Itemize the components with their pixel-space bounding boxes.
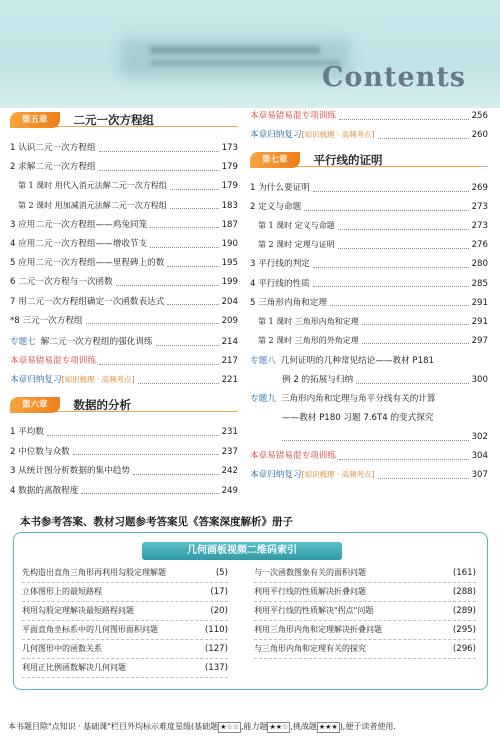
footer-text: 本书题目除"点知识 · 基础课"栏目外均标示难度星级(基础题 xyxy=(8,722,219,731)
qr-index-entry[interactable] xyxy=(22,565,228,581)
leader-dots xyxy=(99,170,219,171)
toc-entry[interactable] xyxy=(250,316,488,328)
entry-title: 5 应用二元一次方程组——里程碑上的数 xyxy=(10,258,165,269)
chapter-badge: 第六章 xyxy=(10,397,60,413)
page-number: 285 xyxy=(471,278,488,289)
right-column xyxy=(250,108,488,508)
leader-dots xyxy=(362,343,469,344)
leader-dots xyxy=(86,323,219,324)
entry-title: 1 认识二元一次方程组 xyxy=(10,143,96,153)
entry-title: 第 2 课时 三角形的外角定理 xyxy=(258,335,359,345)
entry-title: 3 应用二元一次方程组——鸡兔同笼 xyxy=(10,219,148,230)
review-tag: [知识梳理 · 高频考点] xyxy=(301,130,375,139)
page-number: 304 xyxy=(471,451,488,461)
leader-dots xyxy=(170,189,219,190)
review-item[interactable] xyxy=(10,355,238,367)
leader-dots xyxy=(313,191,469,192)
entry-title: 7 用二元一次方程组确定一次函数表达式 xyxy=(10,296,165,307)
toc-entry[interactable] xyxy=(250,220,488,232)
footer-note xyxy=(8,721,396,733)
leader-dots xyxy=(167,266,218,267)
toc-entry[interactable] xyxy=(10,238,238,250)
page-number: 300 xyxy=(471,375,488,385)
qr-entry-page: (295) xyxy=(452,625,476,635)
qr-separator xyxy=(254,582,476,583)
entry-title: 第 1 课时 用代入消元法解二元一次方程组 xyxy=(18,181,167,191)
qr-entry-title: 利用三角形内角和定理解决折叠问题 xyxy=(254,625,382,634)
topic-label: 专题八 xyxy=(250,356,276,366)
qr-entry-title: 与三角形内角和定理有关的探究 xyxy=(254,644,366,653)
page-number: 214 xyxy=(221,337,238,347)
qr-separator xyxy=(254,620,476,621)
toc-entry[interactable] xyxy=(10,180,238,192)
review-label: 本章易错易混专项训练 xyxy=(250,111,336,121)
leader-dots xyxy=(338,248,469,249)
chapter-5-heading[interactable] xyxy=(10,111,154,129)
page-number: 179 xyxy=(221,162,238,173)
leader-dots xyxy=(362,324,469,325)
answers-note: 本书参考答案、教材习题参考答案见《答案深度解析》册子 xyxy=(20,516,293,528)
entry-title: *8 三元一次方程组 xyxy=(10,315,83,326)
qr-separator xyxy=(22,658,228,659)
leader-dots xyxy=(304,210,468,211)
page-number: 256 xyxy=(471,111,488,121)
entry-title: 3 平行线的判定 xyxy=(250,259,310,270)
topic-text: ——教材 P180 习题 7.6T4 的变式探究 xyxy=(282,413,434,423)
qr-entry-title: 利用正比例函数解决几何问题 xyxy=(22,663,126,672)
review-label: 本章归纳复习 xyxy=(10,375,62,385)
chapter-badge: 第七章 xyxy=(250,152,300,168)
page-number: 199 xyxy=(221,277,238,288)
entry-title: 第 1 课时 定义与命题 xyxy=(258,221,335,231)
toc-entry[interactable] xyxy=(250,258,488,270)
page-number: 291 xyxy=(471,297,488,308)
review-tag: [知识梳理 · 高频考点] xyxy=(301,470,375,479)
toc-entry[interactable] xyxy=(10,257,238,269)
topic-8[interactable] xyxy=(250,355,488,367)
qr-separator xyxy=(254,639,476,640)
page-number: 231 xyxy=(221,427,238,437)
topic-label: 专题七 xyxy=(10,337,36,347)
review-label: 本章易错易混专项训练 xyxy=(250,451,336,461)
leader-dots xyxy=(47,435,219,436)
leader-dots xyxy=(73,454,219,455)
star-rating-basic: ★☆☆ xyxy=(220,723,239,731)
page-number: 307 xyxy=(471,470,488,480)
footer-text: ),便于读者使用. xyxy=(339,722,396,731)
page-number: 195 xyxy=(221,258,238,269)
leader-dots xyxy=(313,286,469,287)
topic-9[interactable] xyxy=(250,393,488,405)
topic-text: 几何证明的几种常见结论——教材 P181 xyxy=(280,356,435,366)
page-number: 249 xyxy=(221,485,238,496)
leader-dots xyxy=(167,304,218,305)
topic-9-cont[interactable] xyxy=(282,412,488,424)
toc-entry[interactable] xyxy=(10,200,238,212)
toc-entry[interactable] xyxy=(10,219,238,231)
review-item[interactable] xyxy=(250,450,488,462)
entry-title: 5 三角形内角和定理 xyxy=(250,297,327,308)
qr-entry-page: (20) xyxy=(210,606,228,616)
qr-separator xyxy=(22,677,228,678)
topic-7[interactable] xyxy=(10,336,238,348)
page-number: 291 xyxy=(471,316,488,327)
page-number: 302 xyxy=(471,432,488,442)
entry-title: 第 2 课时 用加减消元法解二元一次方程组 xyxy=(18,200,167,210)
leader-dots xyxy=(338,229,469,230)
star-rating-challenge: ★★★ xyxy=(318,723,338,731)
footer-text: ,能力题 xyxy=(240,722,268,731)
banner-blur-line xyxy=(150,46,320,54)
review-label: 本章归纳复习 xyxy=(250,130,302,140)
toc-entry[interactable] xyxy=(10,426,238,438)
review-item[interactable] xyxy=(10,374,238,386)
chapter-title: 平行线的证明 xyxy=(313,153,383,167)
topic-8-cont[interactable] xyxy=(282,374,488,386)
review-label: 本章归纳复习 xyxy=(250,470,302,480)
qr-index-entry[interactable] xyxy=(254,641,476,657)
page-number: 179 xyxy=(221,181,238,192)
entry-title: 第 1 课时 三角形内角和定理 xyxy=(258,316,359,326)
qr-index-box xyxy=(13,532,488,690)
qr-index-entry[interactable] xyxy=(254,622,476,638)
page-number: 237 xyxy=(221,446,238,457)
qr-entry-page: (289) xyxy=(452,606,476,616)
qr-index-entry[interactable] xyxy=(22,622,228,638)
toc-entry[interactable] xyxy=(10,446,238,458)
toc-entry[interactable] xyxy=(10,276,238,288)
footer-text: ,挑战题 xyxy=(290,722,317,731)
banner-blur-line xyxy=(150,60,340,66)
entry-title: 2 定义与命题 xyxy=(250,202,302,213)
qr-entry-title: 几何图形中的函数关系 xyxy=(22,644,102,653)
page-title: Contents xyxy=(321,62,466,93)
toc-entry[interactable] xyxy=(250,278,488,290)
qr-separator xyxy=(22,582,228,583)
page-number: 173 xyxy=(221,143,238,153)
entry-title: 6 二元一次方程与一次函数 xyxy=(10,277,113,288)
page-number: 297 xyxy=(471,335,488,346)
leader-dots xyxy=(99,151,219,152)
qr-index-entry[interactable] xyxy=(22,584,228,600)
topic-text: 解二元一次方程组的强化训练 xyxy=(40,337,153,347)
page-number: 276 xyxy=(471,240,488,251)
qr-entry-page: (17) xyxy=(210,587,228,597)
entry-title: 3 从统计图分析数据的集中趋势 xyxy=(10,466,130,476)
leader-dots xyxy=(170,208,219,209)
leader-dots xyxy=(330,305,469,306)
toc-entry[interactable] xyxy=(250,297,488,309)
qr-separator xyxy=(22,639,228,640)
qr-separator xyxy=(254,658,476,659)
qr-index-entry[interactable] xyxy=(254,603,476,619)
leader-dots xyxy=(116,285,219,286)
qr-entry-page: (161) xyxy=(452,568,476,578)
toc-entry[interactable] xyxy=(10,315,238,327)
page-number: 273 xyxy=(471,202,488,213)
entry-title: 4 应用二元一次方程组——增收节支 xyxy=(10,239,148,249)
qr-index-heading: 几何画板视频二维码索引 xyxy=(142,542,342,560)
qr-index-entry[interactable] xyxy=(254,565,476,581)
qr-separator xyxy=(22,601,228,602)
star-rating-ability: ★★☆ xyxy=(269,723,289,731)
page-number: 242 xyxy=(221,466,238,476)
toc-entry[interactable] xyxy=(250,201,488,213)
page-number: 217 xyxy=(221,356,238,366)
banner-blur xyxy=(120,38,350,78)
page-number: 269 xyxy=(471,183,488,193)
qr-index-entry[interactable] xyxy=(22,641,228,657)
chapter-title: 二元一次方程组 xyxy=(73,113,155,127)
page-number: 183 xyxy=(221,200,238,211)
page-number: 204 xyxy=(221,296,238,307)
page-number: 187 xyxy=(221,219,238,230)
page-number: 190 xyxy=(221,239,238,249)
qr-entry-page: (127) xyxy=(204,644,228,654)
qr-entry-page: (137) xyxy=(204,663,228,673)
chapter-7-heading[interactable] xyxy=(250,151,383,169)
qr-entry-title: 与一次函数图象有关的面积问题 xyxy=(254,568,366,577)
qr-entry-page: (288) xyxy=(452,587,476,597)
entry-title: 2 中位数与众数 xyxy=(10,446,70,457)
qr-entry-page: (110) xyxy=(204,625,228,635)
qr-entry-title: 立体图形上的最短路程 xyxy=(22,587,102,596)
topic-label: 专题九 xyxy=(250,394,276,404)
toc-entry[interactable] xyxy=(10,465,238,477)
leader-dots xyxy=(133,474,219,475)
toc-entry[interactable] xyxy=(10,296,238,308)
qr-entry-title: 利用勾股定理解决最短路程问题 xyxy=(22,606,134,615)
qr-entry-page: (5) xyxy=(215,568,228,578)
qr-entry-page: (296) xyxy=(452,644,476,654)
qr-entry-title: 利用平行线的性质解决"拐点"问题 xyxy=(254,606,374,615)
page-number: 273 xyxy=(471,221,488,232)
entry-title: 1 为什么要证明 xyxy=(250,183,310,193)
toc-entry[interactable] xyxy=(250,335,488,347)
toc-entry[interactable] xyxy=(10,161,238,173)
review-tag: [知识梳理 · 高频考点] xyxy=(61,375,135,384)
chapter-6-heading[interactable] xyxy=(10,396,131,414)
review-item[interactable] xyxy=(250,129,488,141)
qr-index-entry[interactable] xyxy=(254,584,476,600)
page-number: 221 xyxy=(221,375,238,385)
qr-separator xyxy=(254,601,476,602)
leader-dots xyxy=(150,227,218,228)
toc-entry[interactable] xyxy=(250,239,488,251)
entry-title: 第 2 课时 定理与证明 xyxy=(258,240,335,250)
page-number: 260 xyxy=(471,130,488,140)
leader-dots xyxy=(313,267,469,268)
entry-title: 4 平行线的性质 xyxy=(250,278,310,289)
qr-index-entry[interactable] xyxy=(22,660,228,676)
topic-text: 三角形内角和定理与角平分线有关的计算 xyxy=(280,394,436,404)
toc-entry[interactable] xyxy=(10,142,238,154)
page-number: 280 xyxy=(471,259,488,270)
qr-entry-title: 平面直角坐标系中的几何图形面积问题 xyxy=(22,625,158,634)
topic-9-page[interactable] xyxy=(282,431,488,443)
entry-title: 1 平均数 xyxy=(10,427,44,437)
topic-text: 例 2 的拓展与归纳 xyxy=(282,375,354,385)
entry-title: 4 数据的离散程度 xyxy=(10,485,79,496)
review-label: 本章易错易混专项训练 xyxy=(10,356,96,366)
qr-entry-title: 利用平行线的性质解决折叠问题 xyxy=(254,587,366,596)
chapter-title: 数据的分析 xyxy=(73,398,132,412)
leader-dots xyxy=(81,493,218,494)
page-number: 209 xyxy=(221,315,238,326)
header-banner xyxy=(0,0,500,108)
leader-dots xyxy=(150,247,218,248)
qr-entry-title: 先构造出直角三角形再利用勾股定理解题 xyxy=(22,568,166,577)
toc-entry[interactable] xyxy=(10,485,238,497)
review-item[interactable] xyxy=(250,110,488,122)
toc-entry[interactable] xyxy=(250,182,488,194)
qr-separator xyxy=(22,620,228,621)
review-item[interactable] xyxy=(250,469,488,481)
entry-title: 2 求解二元一次方程组 xyxy=(10,162,96,173)
left-column xyxy=(10,108,238,508)
qr-index-entry[interactable] xyxy=(22,603,228,619)
chapter-badge: 第五章 xyxy=(10,112,60,128)
